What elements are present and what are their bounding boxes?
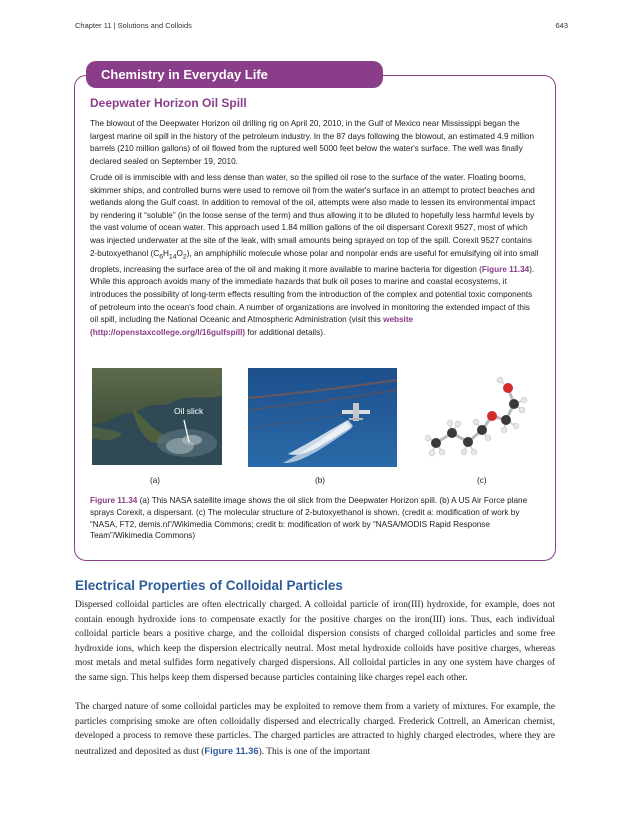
section-paragraph-1: Dispersed colloidal particles are often electrically charged. A colloidal particle of iron(III) hydroxide, for example, does not contain enough hydroxide ions to compensate exactly for the positive charges on the iron(III) ions. Thus, each individual colloidal particle bears a positive charge, and the colloidal dispersion consists of charged colloidal particles and some free hydroxide ions, which keep the dispersion electrically neutral. Most metal hydroxide colloids have positive charges, whereas most metals and metal sulfides form negatively charged dispersions. All colloidal particles in any one system have charges of the same sign. This helps keep them dispersed because particles containing like charges repel each other. bbox=[75, 600, 555, 683]
figure-caption: Figure 11.34 (a) This NASA satellite image shows the oil slick from the Deepwater Horizon spill. (b) A US Air Force plane sprays Corexit, a dispersant. (c) The molecular structure of 2-butoxyethanol is shown. (credit a: modification of work by “NASA, FT2, demis.nl”/Wikimedia Commons; credit b: modification of work by “NASA/MODIS Rapid Response Team”/Wikimedia Commons) bbox=[90, 496, 528, 541]
chapter-header: Chapter 11 | Solutions and Colloids bbox=[75, 21, 192, 30]
figure-11-36-link[interactable]: Figure 11.36 bbox=[204, 744, 259, 756]
figure-11-34-link[interactable]: Figure 11.34 bbox=[481, 264, 530, 274]
oil-slick-label: Oil slick bbox=[174, 406, 204, 416]
molecule-image bbox=[420, 368, 540, 468]
figure-label-b: (b) bbox=[315, 476, 326, 485]
feature-paragraph-2: Crude oil is immiscible with and less dense than water, so the spilled oil rose to the surface of the water. Floating booms, skimmer ships, and controlled burns were used to remove oil from the water's surface in an attempt to protect beaches and wetlands along the Gulf coast. In addition to removal of the oil, attempts were also made to lessen its environmental impact by rendering it “soluble” (in the loose sense of the term) and thus allowing it to be diluted to hopefully less harmful levels by the vast volume of ocean water. This approach used 1.84 million gallons of the oil dispersant Corexit 9527, most of which was injected underwater at the site of the leak, with small amounts being sprayed on top of the spill. Corexit 9527 contains 2-butoxyethanol $(C_6H_{14}O_2)$, an amphiphilic molecule whose polar and nonpolar ends are useful for emulsifying oil into small droplets, increasing the surface area of the oil and making it more available to marine bacteria for digestion (Figure 11.34). While this approach avoids many of the immediate hazards that bulk oil poses to marine and coastal ecosystems, it introduces the possibility of long-term effects resulting from the introduction of the complex and potential toxic components of petroleum into the ocean's food chain. A number of organizations are involved in monitoring the extended impact of this oil spill, including the National Oceanic and Atmospheric Administration (visit this website (http://openstaxcollege.org/l/16gulfspill) for additional details). bbox=[90, 173, 539, 337]
feature-banner: Chemistry in Everyday Life bbox=[86, 61, 383, 88]
feature-title: Deepwater Horizon Oil Spill bbox=[90, 96, 247, 110]
plane-spraying-image bbox=[248, 368, 397, 467]
section-paragraph-2: The charged nature of some colloidal particles may be exploited to remove them from a variety of mixtures. For example, the particles comprising smoke are often colloidally dispersed and electrically charged. Frederick Cottrell, an American chemist, developed a process to remove these particles. The charged particles are attracted to highly charged electrodes, where they are neutralized and deposited as dust (Figure 11.36). This is one of the important bbox=[75, 702, 555, 757]
figure-label-a: (a) bbox=[150, 476, 161, 485]
feature-paragraph-1: The blowout of the Deepwater Horizon oil drilling rig on April 20, 2010, in the Gulf of Mexico near Mississippi began the largest marine oil spill in the history of the petroleum industry. In the 87 days following the blowout, an estimated 4.9 million barrels (210 million gallons) of oil flowed from the ruptured well 5000 feet below the water's surface. The well was finally declared sealed on September 19, 2010. bbox=[90, 119, 535, 166]
page-number: 643 bbox=[555, 21, 568, 30]
figure-caption-label: Figure 11.34 bbox=[90, 496, 138, 505]
section-title: Electrical Properties of Colloidal Particles bbox=[75, 578, 343, 593]
website-link[interactable]: website (http://openstaxcollege.org/l/16gulfspill) bbox=[90, 315, 414, 337]
satellite-image bbox=[92, 368, 222, 465]
figure-label-c: (c) bbox=[477, 476, 487, 485]
